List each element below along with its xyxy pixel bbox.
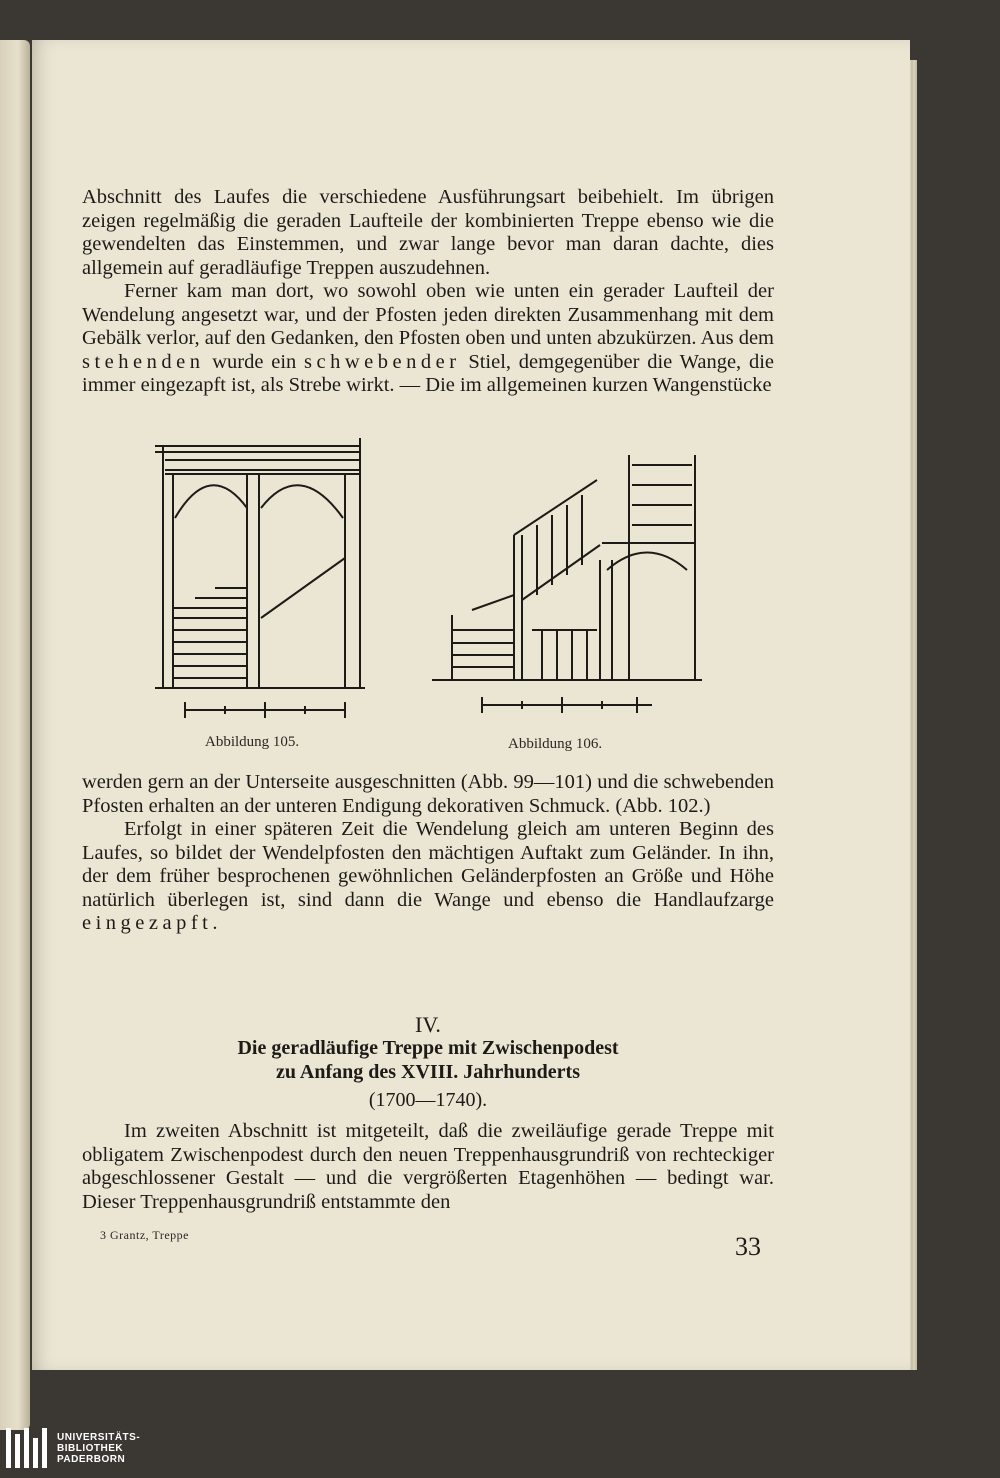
section-years: (1700—1740). xyxy=(368,1089,488,1111)
library-logo-line-3: PADERBORN xyxy=(57,1453,126,1465)
left-page-edge xyxy=(0,40,30,1430)
library-logo-bars-icon xyxy=(6,1428,47,1468)
paragraph-2 xyxy=(82,280,774,398)
paragraph-4-text-b: . xyxy=(212,912,218,934)
paragraph-continued xyxy=(82,186,774,398)
section-title-line-2: zu Anfang des XVIII. Jahrhunderts xyxy=(276,1061,580,1083)
paragraph-1: Abschnitt des Laufes die verschiedene Ausführungsart beibehielt. Im übrigen zeigen regelmäßig die geraden Laufteile der kombinierten Treppe ebenso wie die gewendelten das Einstemmen, und zwar lange bevor man daran dachte, dies allgemein auf geradläufige Treppen auszudehnen. xyxy=(82,186,774,279)
figure-106-drawing xyxy=(432,455,707,720)
library-logo-line-1: UNIVERSITÄTS- xyxy=(57,1431,141,1443)
section-title xyxy=(82,1036,774,1084)
paragraph-2-text-c: Stiel, demgegenüber die Wange, die immer eingezapft ist, als Strebe wirkt. — Die im allgemeinen kurzen Wangenstücke xyxy=(82,350,774,396)
paragraph-4-text-a: Erfolgt in einer späteren Zeit die Wendelung gleich am unteren Beginn des Laufes, so bildet der Wendelpfosten den mächtigen Auftakt zum Geländer. In ihn, der dem früher besprochenen gewöhnlichen Geländerpfosten an Größe und Höhe natürlich überlegen ist, sind dann die Wange und ebenso die Handlaufzarge xyxy=(82,818,774,911)
paragraph-4 xyxy=(82,818,774,936)
spaced-word-schwebender: schwebender xyxy=(304,350,461,373)
figure-106-caption: Abbildung 106. xyxy=(508,736,603,752)
footer-signature: 3 Grantz, Treppe xyxy=(100,1228,189,1242)
paragraph-block-middle xyxy=(82,771,774,936)
paragraph-2-text-a: Ferner kam man dort, wo sowohl oben wie unten ein gerader Laufteil der Wendelung angesetzt war, und der Pfosten jeden direkten Zusammenhang mit dem Gebälk verlor, auf den Gedanken, den Pfosten oben und unten abzukürzen. Aus dem xyxy=(82,280,774,349)
library-logo xyxy=(6,1428,140,1468)
spaced-word-eingezapft: eingezapft xyxy=(82,912,213,934)
library-logo-text xyxy=(57,1432,140,1465)
library-logo-line-2: BIBLIOTHEK xyxy=(57,1442,124,1454)
paragraph-2-text-b: wurde ein xyxy=(204,350,305,373)
paragraph-3: werden gern an der Unterseite ausgeschnitten (Abb. 99—101) und die schwebenden Pfosten erhalten an der unteren Endigung dekorativen Schmuck. (Abb. 102.) xyxy=(82,771,774,817)
paragraph-block-bottom xyxy=(82,1120,774,1214)
section-title-line-1: Die geradläufige Treppe mit Zwischenpodest xyxy=(237,1037,619,1059)
figure-105-drawing xyxy=(155,438,370,723)
figure-105-caption: Abbildung 105. xyxy=(205,734,300,750)
page-number: 33 xyxy=(735,1232,761,1261)
spaced-word-stehenden: stehenden xyxy=(82,350,205,373)
section-number: IV. xyxy=(415,1012,441,1037)
paragraph-5: Im zweiten Abschnitt ist mitgeteilt, daß die zweiläufige gerade Treppe mit obligatem Zwischenpodest durch den neuen Treppenhausgrundriß von rechteckiger abgeschlossener Gestalt — und die vergrößerten Etagenhöhen — bedingt war. Dieser Treppenhausgrundriß entstammte den xyxy=(82,1120,774,1213)
